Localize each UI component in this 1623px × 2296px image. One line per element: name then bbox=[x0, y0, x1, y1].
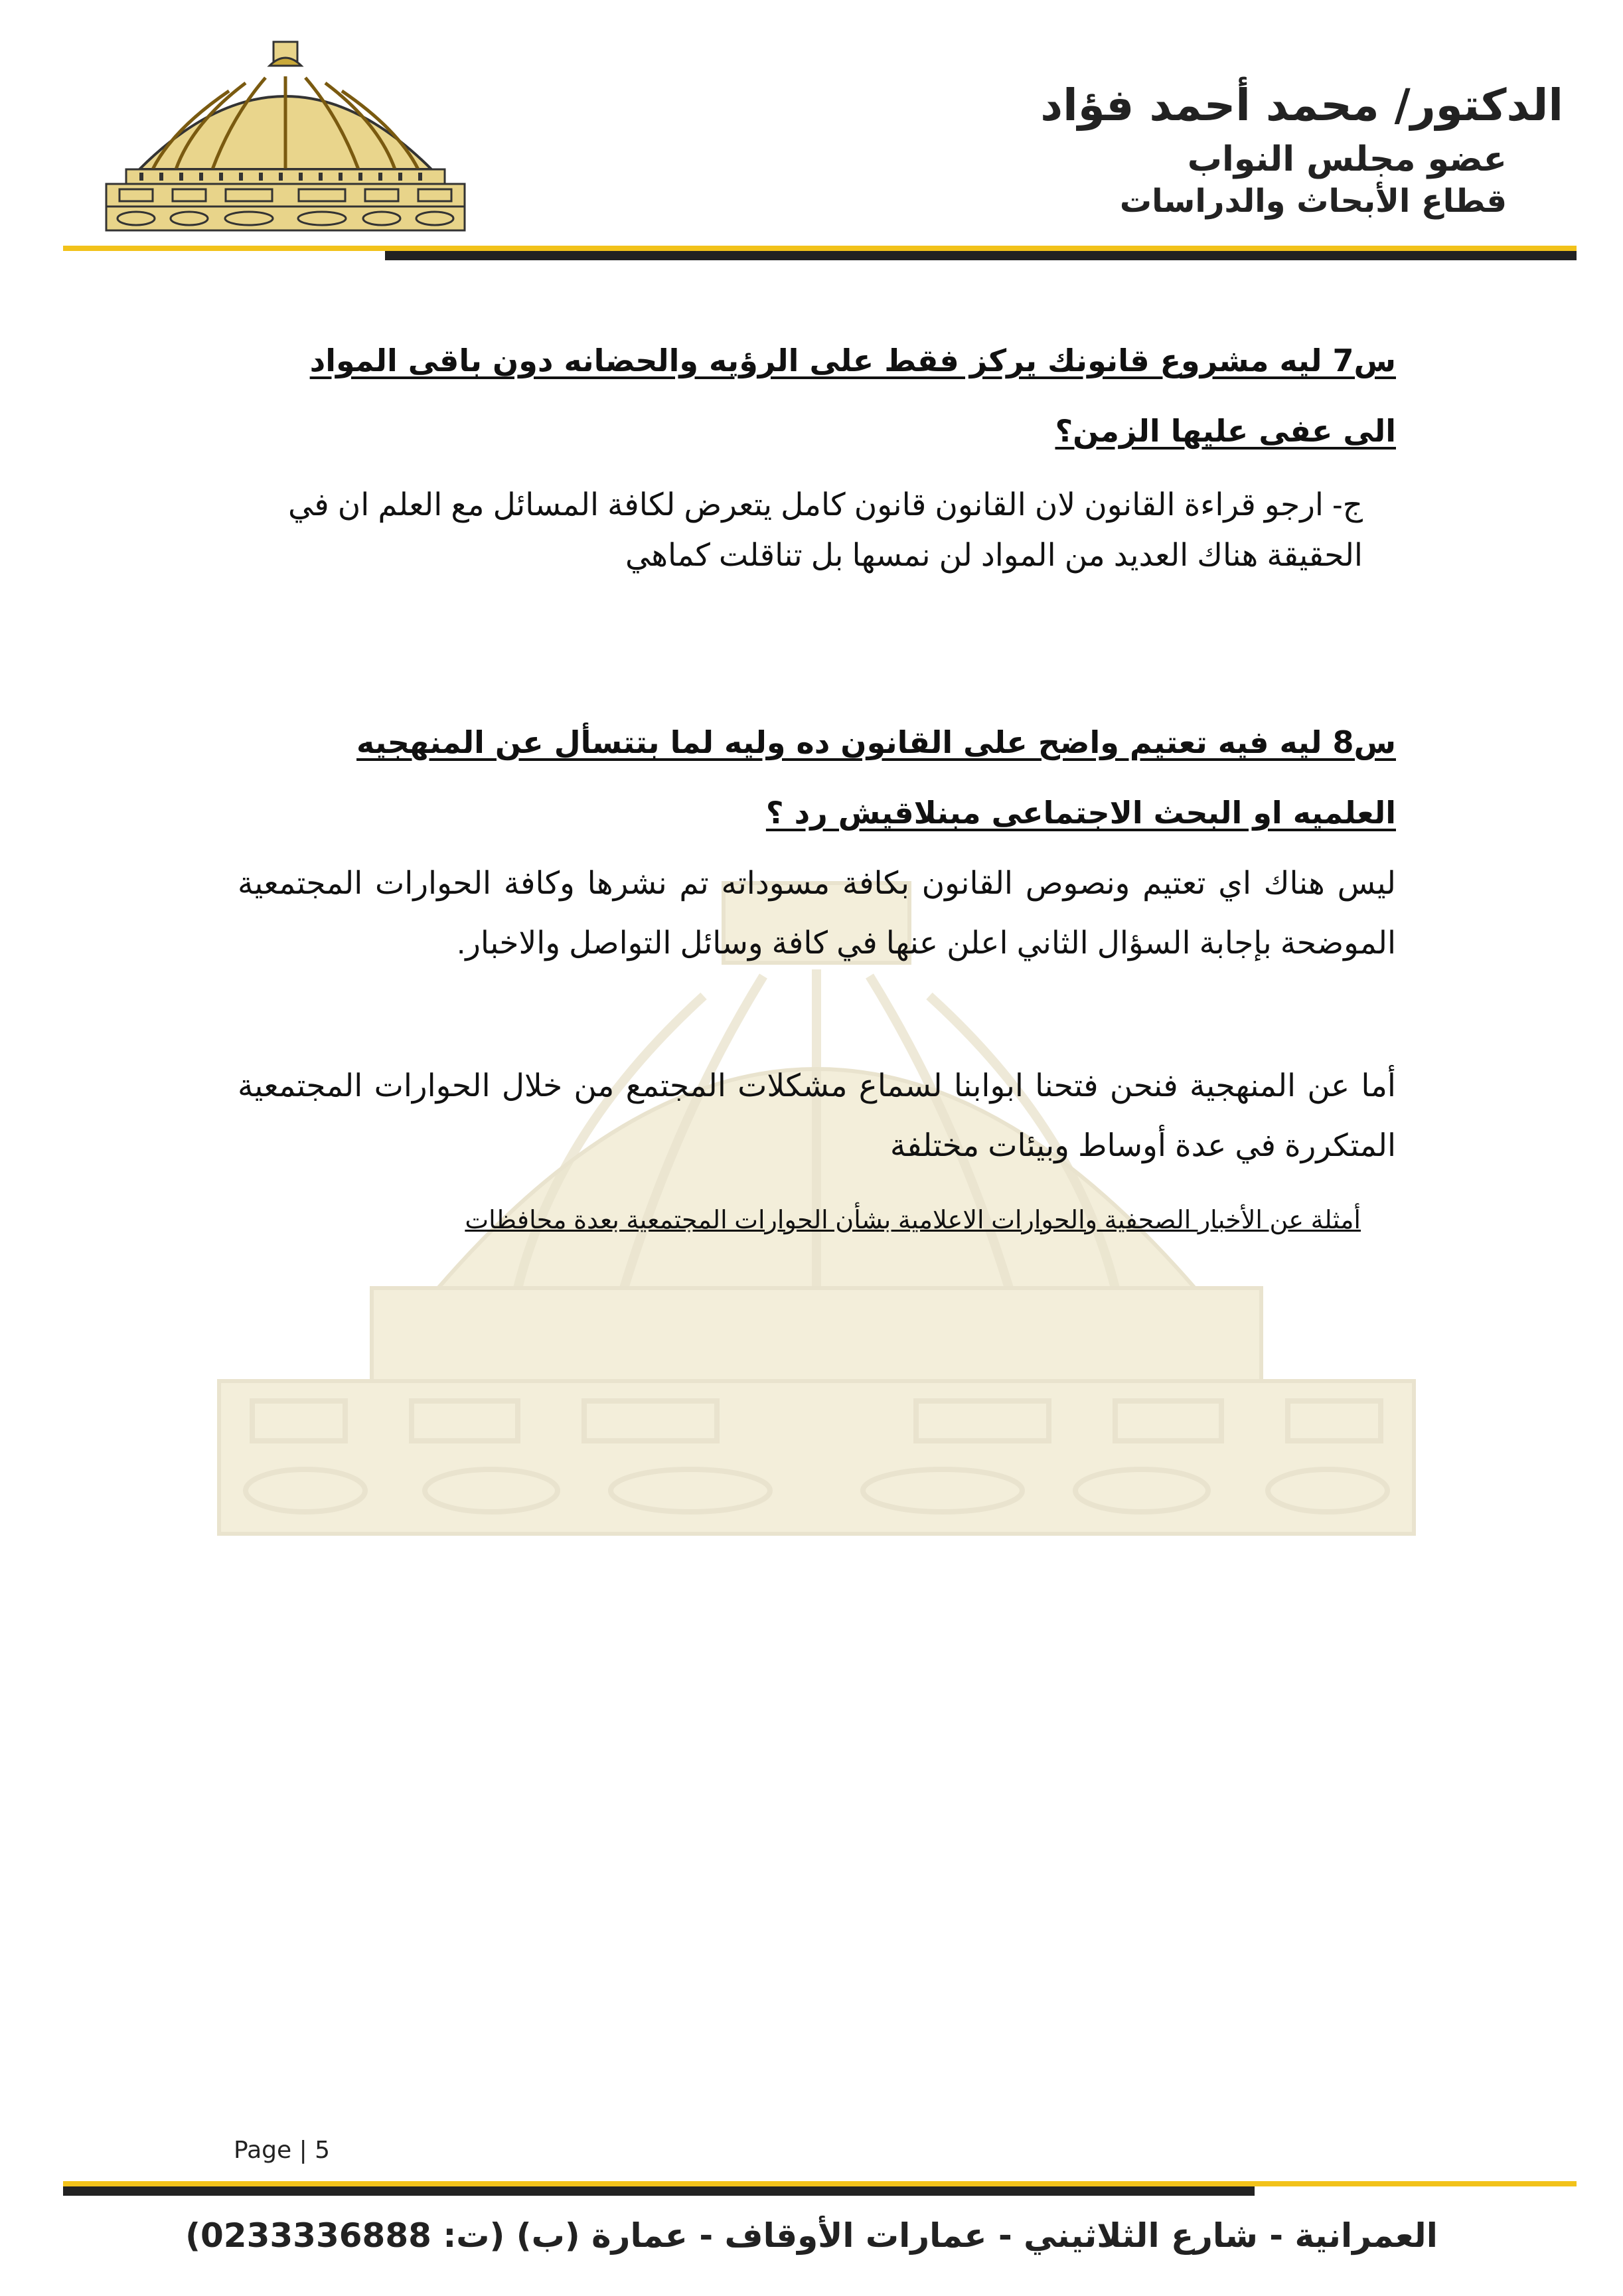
question-8 bbox=[268, 707, 1396, 848]
question-7-text: س7 ليه مشروع قانونك يركز فقط على الرؤيه والحضانه دون باقى المواد الى عفى عليها الزمن؟ bbox=[309, 343, 1396, 449]
answer-7: ج- ارجو قراءة القانون لان القانون قانون كامل يتعرض لكافة المسائل مع العلم ان في الحقيقة هناك العديد من المواد لن نمسها بل تناقلت كماهي bbox=[288, 487, 1363, 572]
parliament-dome-logo bbox=[100, 37, 471, 236]
header-department: قطاع الأبحاث والدراسات bbox=[1119, 183, 1507, 220]
page-number: Page | 5 bbox=[234, 2137, 331, 2164]
question-7 bbox=[268, 325, 1396, 466]
answer-8-paragraph-1: ليس هناك اي تعتيم ونصوص القانون بكافة مسوداته تم نشرها وكافة الحوارات المجتمعية الموضحة بإجابة السؤال الثاني اعلن عنها في كافة وسائل التواصل والاخبار. bbox=[238, 865, 1396, 960]
answer-8-paragraph-2: أما عن المنهجية فنحن فتحنا ابوابنا لسماع مشكلات المجتمع من خلال الحوارات المجتمعية المتكررة في عدة أوساط وبيئات مختلفة bbox=[238, 1068, 1396, 1163]
footer-rule-dark bbox=[63, 2186, 1255, 2196]
header-rule-dark bbox=[385, 251, 1577, 260]
footer-rule-yellow bbox=[63, 2181, 1577, 2186]
question-8-text: س8 ليه فيه تعتيم واضح على القانون ده وليه لما بتتسأل عن المنهجيه العلميه او البحث الاجتماعى مبنلاقيش رد ؟ bbox=[356, 724, 1396, 831]
examples-link[interactable]: أمثلة عن الأخبار الصحفية والحوارات الاعلامية بشأن الحوارات المجتمعية بعدة محافظات bbox=[465, 1206, 1361, 1234]
header-role: عضو مجلس النواب bbox=[1187, 139, 1507, 179]
header-name: الدكتور/ محمد أحمد فؤاد bbox=[1040, 80, 1563, 131]
header-rule-yellow bbox=[63, 246, 1577, 251]
footer-address: العمرانية - شارع الثلاثيني - عمارات الأوقاف - عمارة (ب) (ت: 0233336888) bbox=[185, 2216, 1438, 2255]
